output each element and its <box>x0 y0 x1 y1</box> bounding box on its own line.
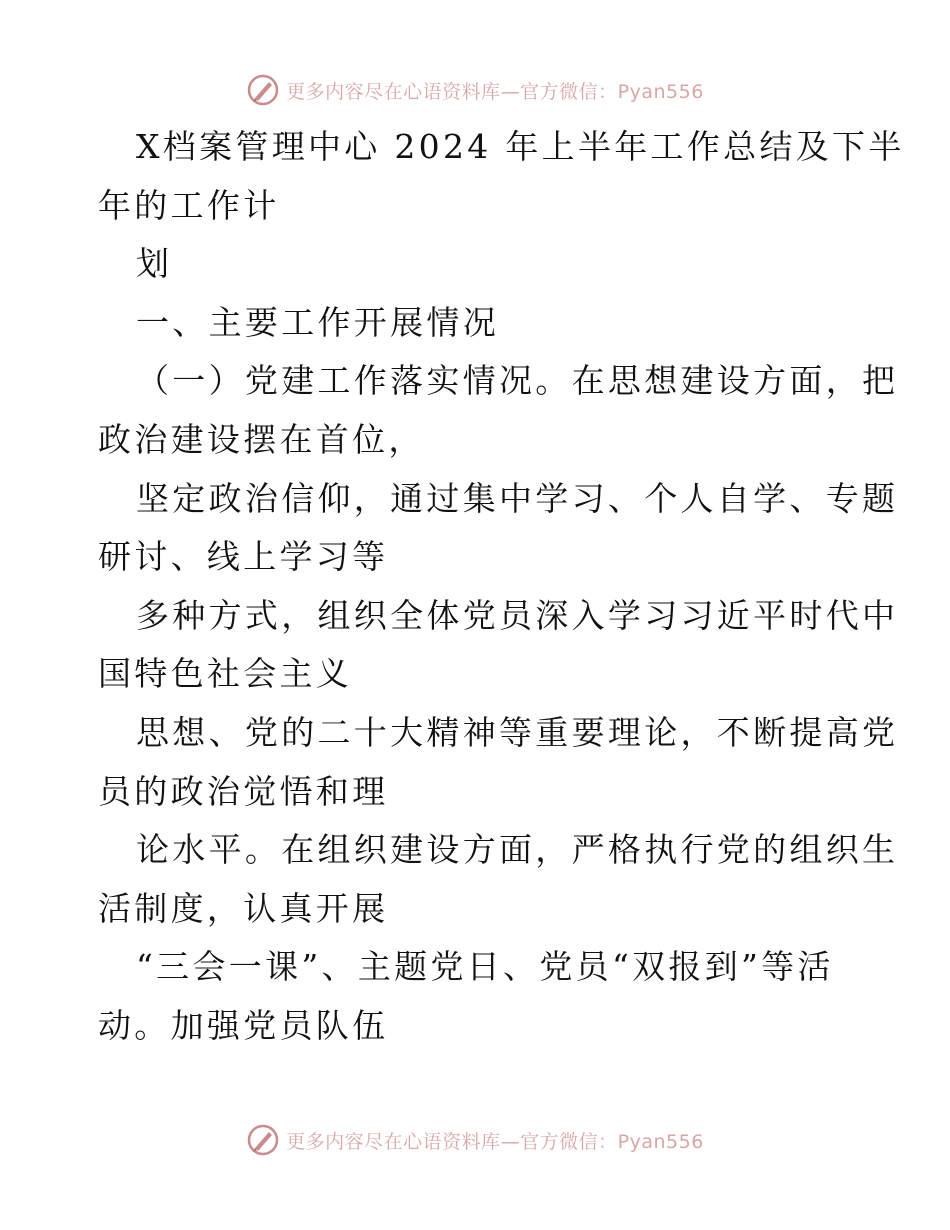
section-heading: 一、主要工作开展情况 <box>136 302 499 342</box>
paragraph-line: 多种方式，组织全体党员深入学习习近平时代中 <box>136 595 899 635</box>
title-line-2: 年的工作计 <box>98 185 280 225</box>
paragraph-line: 坚定政治信仰，通过集中学习、个人自学、专题 <box>136 478 899 518</box>
title-line-3: 划 <box>136 244 173 284</box>
paragraph-line: 政治建设摆在首位， <box>98 419 425 459</box>
document-body <box>98 118 905 1056</box>
title-line-1: X档案管理中心 2024 年上半年工作总结及下半 <box>136 127 905 166</box>
paragraph-line: 活制度，认真开展 <box>98 888 389 928</box>
paragraph-line: 思想、党的二十大精神等重要理论，不断提高党 <box>136 712 899 752</box>
paragraph-line: 研讨、线上学习等 <box>98 537 389 577</box>
paragraph-line: 员的政治觉悟和理 <box>98 771 389 811</box>
watermark-header <box>0 70 950 110</box>
paragraph-line: （一）党建工作落实情况。在思想建设方面，把 <box>136 361 899 401</box>
pen-logo-icon <box>246 73 280 107</box>
paragraph-line: 论水平。在组织建设方面，严格执行党的组织生 <box>136 830 899 870</box>
paragraph-line: “三会一课”、主题党日、党员“双报到”等活 <box>136 947 834 987</box>
watermark-text: 更多内容尽在心语资料库—官方微信：Pyan556 <box>286 80 704 103</box>
watermark-text: 更多内容尽在心语资料库—官方微信：Pyan556 <box>286 1130 704 1153</box>
paragraph-line: 动。加强党员队伍 <box>98 1005 389 1045</box>
paragraph-line: 国特色社会主义 <box>98 654 353 694</box>
pen-logo-icon <box>246 1123 280 1157</box>
watermark-footer <box>0 1120 950 1160</box>
